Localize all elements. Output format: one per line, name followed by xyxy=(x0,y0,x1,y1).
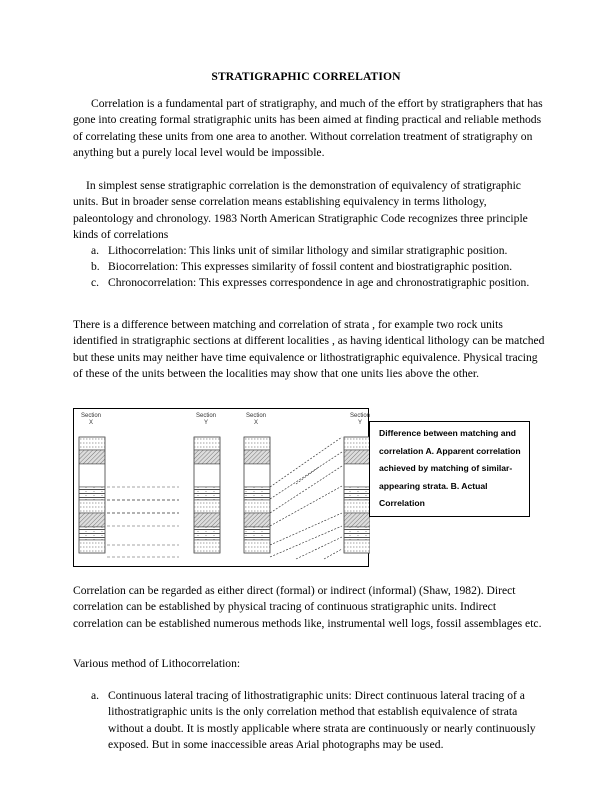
list-item xyxy=(91,275,551,291)
paragraph-direct-indirect xyxy=(73,583,548,632)
strata-layer xyxy=(244,513,270,527)
strata-layer xyxy=(344,500,370,513)
list-marker: a. xyxy=(91,244,100,257)
strata-layer xyxy=(344,487,370,500)
section-x-id-a: X xyxy=(88,420,94,426)
paragraph-text: In simplest sense stratigraphic correlation is the demonstration of equivalency of stratigraphic units. But in broader sense correlation means establishing equivalency in terms lithology, paleontology and chronology. 1983 North American Stratigraphic Code recognizes three principle kinds of correlations xyxy=(73,179,528,241)
section-y-id-a: Y xyxy=(203,420,209,426)
strata-layer xyxy=(244,500,270,513)
stratigraphic-column-a-y xyxy=(194,437,220,553)
strata-layer xyxy=(344,540,370,553)
list-item-text: Lithocorrelation: This links unit of similar lithology and similar stratigraphic position. xyxy=(108,244,508,257)
strata-layer xyxy=(244,437,270,450)
paragraph-text: Various method of Lithocorrelation: xyxy=(73,657,241,670)
paragraph-definition xyxy=(73,178,548,243)
strata-layer xyxy=(194,464,220,487)
list-item xyxy=(91,259,551,275)
list-item-text: Continuous lateral tracing of lithostratigraphic units: Direct continuous lateral tracing of a lithostratigraphic units is the only correlation method that establish equivalence of strata without a doubt. It is mostly applicable where strata are continuously or nearly continuously exposed. But in some inaccessible areas Arial photographs may be used. xyxy=(108,689,536,751)
strata-layer xyxy=(79,450,105,464)
strata-layer xyxy=(79,487,105,500)
paragraph-text: Correlation is a fundamental part of stratigraphy, and much of the effort by stratigraphers that has gone into creating formal stratigraphic units has been aimed at finding practical and reliable methods of correlating these units from one area to another. Without correlation treatment of stratigraphy on anything but a purely local level would be impossible. xyxy=(73,97,543,159)
matching-lines xyxy=(107,487,179,557)
list-item-text: Biocorrelation: This expresses similarity of fossil content and biostratigraphic position. xyxy=(108,260,513,273)
figure-diagram xyxy=(74,409,370,568)
list-marker: b. xyxy=(91,260,100,273)
strata-layer xyxy=(244,450,270,464)
strata-layer xyxy=(244,464,270,487)
strata-layer xyxy=(344,464,370,487)
strata-layer xyxy=(244,540,270,553)
paragraph-matching xyxy=(73,317,548,382)
stratigraphic-column-a-x xyxy=(79,437,105,553)
list-marker: c. xyxy=(91,276,100,289)
strata-layer xyxy=(194,527,220,540)
strata-layer xyxy=(344,450,370,464)
strata-layer xyxy=(194,513,220,527)
section-x-label-b: Section xyxy=(245,413,267,419)
strata-layer xyxy=(194,437,220,450)
section-y-label-a: Section xyxy=(195,413,217,419)
section-y-label-b: Section xyxy=(349,413,370,419)
strata-layer xyxy=(244,487,270,500)
strata-layer xyxy=(194,500,220,513)
section-x-label-a: Section xyxy=(80,413,102,419)
section-x-id-b: X xyxy=(253,420,259,426)
strata-layer xyxy=(194,487,220,500)
section-y-id-b: Y xyxy=(357,420,363,426)
strata-layer xyxy=(79,513,105,527)
strata-layer xyxy=(344,437,370,450)
stratigraphic-column-b-x xyxy=(244,437,270,553)
lithocorrelation-methods-list xyxy=(91,688,551,753)
strata-layer xyxy=(194,540,220,553)
correlation-lines xyxy=(270,437,342,559)
strata-layer xyxy=(79,437,105,450)
list-item xyxy=(91,688,551,753)
correlation-kinds-list xyxy=(91,243,551,291)
strata-layer xyxy=(194,450,220,464)
list-marker: a. xyxy=(91,689,100,702)
list-item-text: Chronocorrelation: This expresses correspondence in age and chronostratigraphic position. xyxy=(108,276,530,289)
paragraph-methods-heading xyxy=(73,656,548,672)
paragraph-text: Correlation can be regarded as either direct (formal) or indirect (informal) (Shaw, 1982). Direct correlation can be established by physical tracing of continuous stratigraphic units. Indirect correlation can be established numerous methods like, instrumental well logs, fossil assemblages etc. xyxy=(73,584,542,630)
document-title: STRATIGRAPHIC CORRELATION xyxy=(211,70,401,83)
strata-layer xyxy=(244,527,270,540)
stratigraphic-column-b-y xyxy=(344,437,370,553)
strata-layer xyxy=(79,464,105,487)
strata-layer xyxy=(79,540,105,553)
strata-layer xyxy=(79,500,105,513)
list-item xyxy=(91,243,551,259)
paragraph-intro xyxy=(73,96,548,161)
correlation-figure xyxy=(73,408,369,567)
figure-caption: Difference between matching and correlation A. Apparent correlation achieved by matching of similar-appearing strata. B. Actual Correlation xyxy=(369,421,530,517)
strata-layer xyxy=(344,513,370,527)
strata-layer xyxy=(79,527,105,540)
strata-layer xyxy=(344,527,370,540)
paragraph-text: There is a difference between matching and correlation of strata , for example two rock units identified in stratigraphic sections at different localities , as having identical lithology can be matched but these units may neither have time equivalence or lithostratigraphic equivalence. Physical tracing of these of the units between the localities may show that one units lies above the other. xyxy=(73,318,545,380)
